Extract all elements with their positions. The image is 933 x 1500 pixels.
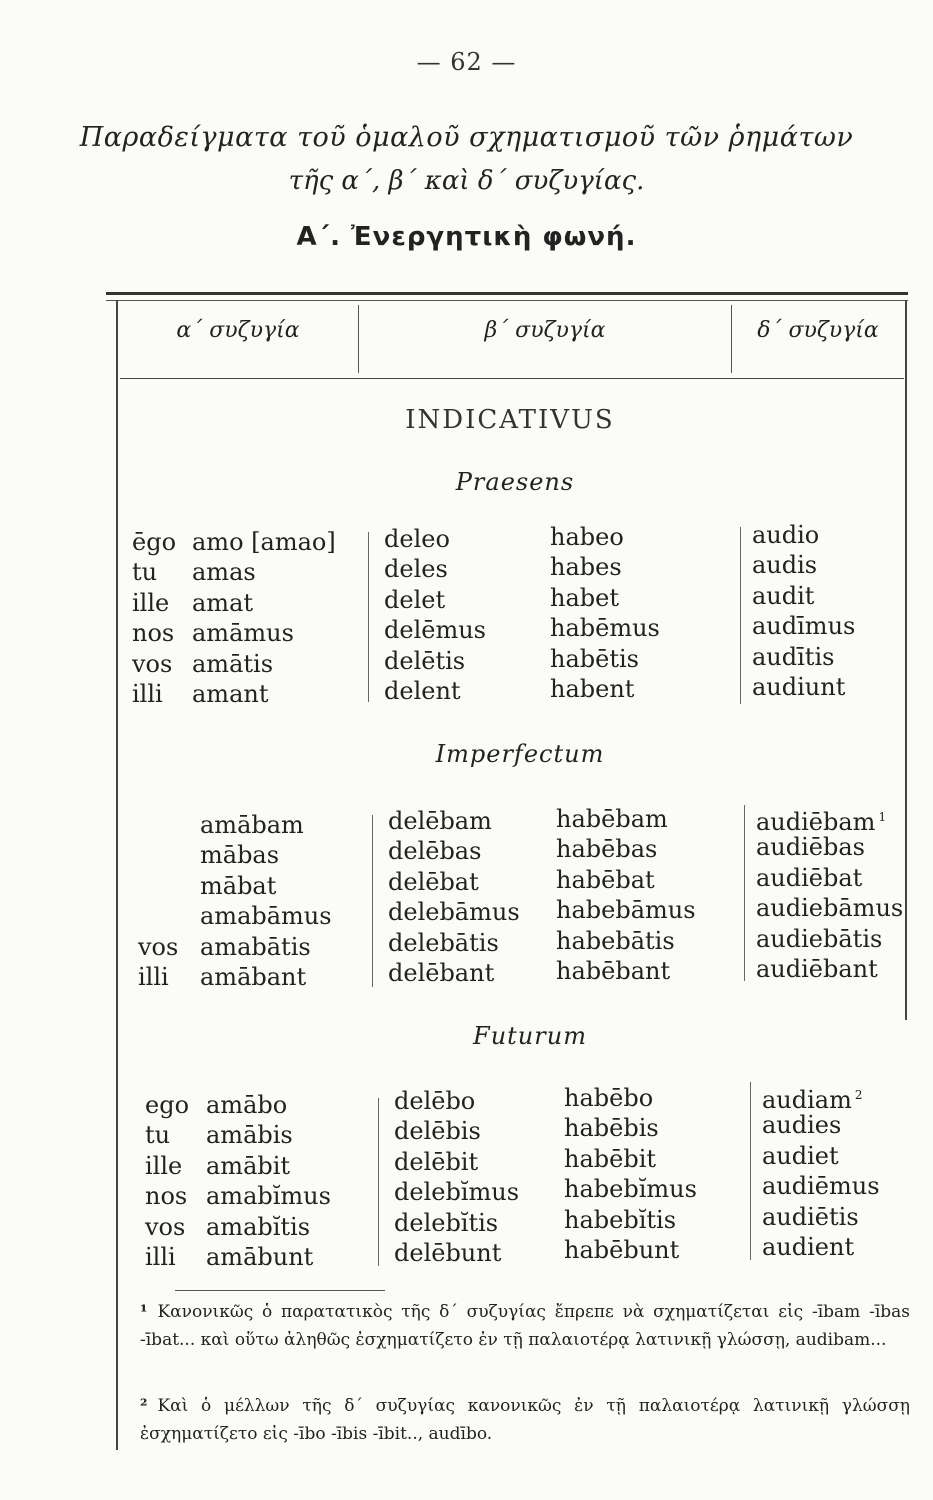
column-header-divider — [358, 305, 359, 373]
verb-form: audiēmus — [762, 1172, 880, 1201]
verb-form: amābit — [206, 1151, 291, 1180]
page-number: — 62 — — [416, 48, 517, 76]
verb-form: audiēbas — [756, 833, 865, 862]
pronoun: ēgo — [132, 528, 177, 556]
conj2b-forms — [556, 804, 696, 986]
column-divider — [372, 815, 373, 987]
footnote-text: Καὶ ὁ μέλλων τῆς δ΄ συζυγίας κανονικῶς ἐν τῇ παλαιοτέρᾳ λατινικῇ γλώσσῃ ἐσχηματίζετο εἰς -ībo -ībis -ībit.., audībo. — [140, 1396, 910, 1444]
pronoun: ille — [145, 1151, 183, 1180]
verb-form: habeo — [550, 523, 624, 551]
tense-heading-imperfectum: Imperfectum — [435, 740, 605, 768]
pronoun: vos — [138, 932, 179, 961]
verb-form: delēbo — [394, 1087, 476, 1115]
verb-form: delebāmus — [388, 898, 520, 927]
pronoun: tu — [132, 558, 158, 587]
footnote-1 — [140, 1298, 910, 1354]
verb-form: amābam — [200, 811, 304, 839]
pronoun-column — [138, 810, 178, 992]
verb-form: delent — [384, 676, 461, 705]
pronoun-column — [145, 1090, 189, 1272]
verb-form: habēbis — [564, 1114, 659, 1143]
conj1-forms — [192, 527, 336, 709]
verb-form: habebĭtis — [564, 1205, 677, 1234]
verb-form: delētis — [384, 646, 466, 675]
verb-form: amātis — [192, 649, 274, 678]
column-header-conj4: δ΄ συζυγία — [757, 318, 879, 343]
tense-heading-futurum: Futurum — [473, 1022, 587, 1050]
conj2b-forms — [550, 522, 660, 704]
verb-form: habēbas — [556, 835, 658, 864]
verb-form: audiēbam $^1$ — [756, 808, 887, 836]
verb-form: habebātis — [556, 926, 675, 955]
table-top-rule — [106, 292, 908, 301]
column-divider — [750, 1082, 751, 1260]
column-divider — [740, 527, 741, 704]
footnote-text: Κανονικῶς ὁ παρατατικὸς τῆς δ΄ συζυγίας ἔπρεπε νὰ σχηματίζεται εἰς -ībam -ības -ībat... καὶ οὕτω ἀληθῶς ἐσχηματίζετο ἐν τῇ παλαιοτέρᾳ λατινικῇ γλώσσῃ, audibam... — [140, 1302, 910, 1350]
conj1-forms — [200, 810, 332, 992]
verb-form: delēbam — [388, 807, 492, 835]
pronoun: illi — [138, 962, 169, 991]
verb-form: delēmus — [384, 616, 486, 645]
pronoun: illi — [132, 679, 163, 708]
verb-form: delebĭtis — [394, 1208, 499, 1237]
verb-form: amabātis — [200, 932, 311, 961]
verb-form: audiēbant — [756, 954, 878, 983]
pronoun-column — [132, 527, 176, 709]
pronoun — [138, 810, 178, 840]
verb-form: audio — [752, 521, 820, 549]
verb-form: habent — [550, 674, 635, 703]
verb-form: audiebāmus — [756, 894, 904, 923]
column-header-conj1: α΄ συζυγία — [176, 318, 300, 343]
verb-form: delebātis — [388, 928, 499, 957]
verb-form: audis — [752, 551, 818, 580]
footnote-2 — [140, 1392, 910, 1448]
verb-form: amabĭtis — [206, 1212, 311, 1241]
verb-form: audīmus — [752, 612, 856, 641]
pronoun: nos — [132, 619, 175, 648]
verb-form: deles — [384, 555, 448, 584]
pronoun: nos — [145, 1182, 188, 1211]
verb-form: audītis — [752, 642, 835, 671]
verb-form: audies — [762, 1111, 842, 1140]
verb-form: mābas — [200, 841, 280, 870]
pronoun: tu — [145, 1121, 171, 1150]
tense-heading-praesens: Praesens — [455, 468, 575, 496]
verb-form: habēbant — [556, 956, 671, 985]
verb-form: amābis — [206, 1121, 293, 1150]
page-subtitle: τῆς α΄, β΄ καὶ δ΄ συζυγίας. — [288, 166, 645, 196]
verb-form: audient — [762, 1232, 855, 1261]
column-divider — [744, 805, 745, 981]
column-divider — [368, 532, 369, 702]
verb-form: audiam $^2$ — [762, 1086, 863, 1114]
verb-form: habēbunt — [564, 1235, 680, 1264]
verb-form: delēbat — [388, 867, 479, 896]
verb-form: audiebātis — [756, 924, 883, 953]
verb-form: habet — [550, 583, 619, 612]
verb-form: deleo — [384, 525, 450, 553]
verb-form: delēbunt — [394, 1238, 502, 1267]
verb-form: amābant — [200, 962, 307, 991]
mood-heading: INDICATIVUS — [405, 405, 615, 435]
verb-form: amābo — [206, 1091, 288, 1119]
verb-form: audiet — [762, 1141, 839, 1170]
pronoun — [138, 840, 178, 870]
column-divider — [378, 1098, 379, 1266]
conj4-forms — [762, 1080, 880, 1262]
voice-heading: Α΄. Ἐνεργητικὴ φωνή. — [296, 222, 637, 252]
verb-form: amat — [192, 588, 254, 617]
verb-form: habēbat — [556, 865, 655, 894]
verb-form: audiunt — [752, 672, 846, 701]
verb-form: amant — [192, 679, 269, 708]
verb-form: habētis — [550, 644, 639, 673]
verb-form: delēbant — [388, 958, 495, 987]
verb-form: amabĭmus — [206, 1182, 331, 1211]
pronoun: vos — [145, 1212, 186, 1241]
verb-form: amo [amao] — [192, 528, 336, 556]
verb-form: amas — [192, 558, 256, 587]
verb-form: delēbis — [394, 1117, 481, 1146]
conj2a-forms — [394, 1086, 519, 1268]
verb-form: amāmus — [192, 619, 294, 648]
footnote-mark: ² — [140, 1396, 148, 1416]
footnote-rule — [175, 1290, 385, 1291]
verb-form: habēbam — [556, 805, 668, 833]
column-header-divider — [731, 305, 732, 373]
verb-form: audiēbat — [756, 863, 863, 892]
verb-form: delebĭmus — [394, 1178, 520, 1207]
conj2a-forms — [384, 524, 486, 706]
verb-form: habes — [550, 553, 622, 582]
pronoun: illi — [145, 1242, 176, 1271]
verb-form: delēbit — [394, 1147, 479, 1176]
conj2b-forms — [564, 1083, 697, 1265]
page-title: Παραδείγματα τοῦ ὁμαλοῦ σχηματισμοῦ τῶν ῥημάτων — [79, 122, 854, 153]
pronoun: vos — [132, 649, 173, 678]
footnote-mark: ¹ — [140, 1302, 148, 1322]
conj2a-forms — [388, 806, 520, 988]
verb-form: habebĭmus — [564, 1175, 697, 1204]
pronoun: ille — [132, 588, 170, 617]
verb-form: delet — [384, 585, 446, 614]
verb-form: amabāmus — [200, 902, 332, 931]
conj4-forms — [752, 520, 855, 702]
pronoun — [138, 901, 178, 931]
verb-form: mābat — [200, 871, 277, 900]
verb-form: amābunt — [206, 1242, 314, 1271]
pronoun — [138, 871, 178, 901]
verb-form: habēbo — [564, 1084, 654, 1112]
conj4-forms — [756, 802, 903, 984]
verb-form: audit — [752, 581, 815, 610]
pronoun: ego — [145, 1091, 190, 1119]
header-rule — [120, 378, 904, 379]
verb-form: habēbit — [564, 1144, 657, 1173]
verb-form: habebāmus — [556, 896, 696, 925]
verb-form: delēbas — [388, 837, 482, 866]
footnote-reference: 2 — [854, 1088, 863, 1102]
verb-form: audiētis — [762, 1202, 859, 1231]
footnote-reference: 1 — [878, 810, 887, 824]
verb-form: habēmus — [550, 614, 660, 643]
column-header-conj2: β΄ συζυγία — [484, 318, 606, 343]
conj1-forms — [206, 1090, 331, 1272]
